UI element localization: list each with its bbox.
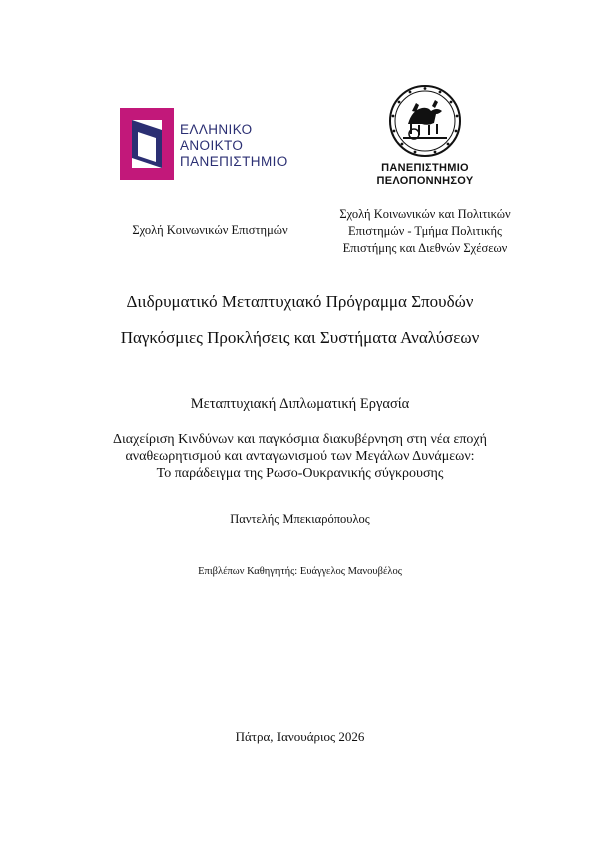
thesis-title [40,431,560,482]
left-school-name: Σχολή Κοινωνικών Επιστημών [132,223,288,237]
thesis-type: Μεταπτυχιακή Διπλωματική Εργασία [190,396,410,412]
eap-logo-line-1: ΕΛΛΗΝΙΚΟ [180,122,253,137]
uop-seal-icon [388,84,462,158]
right-school-line-2: Επιστημών - Τμήμα Πολιτικής [348,224,502,238]
place-date: Πάτρα, Ιανουάριος 2026 [235,729,365,744]
uop-logo-line-1: ΠΑΝΕΠΙΣΤΗΜΙΟ [381,162,469,174]
supervisor: Επιβλέπων Καθηγητής: Ευάγγελος Μανουβέλος [198,566,402,577]
eap-logo-mark-icon [120,108,174,180]
program-title: Διιδρυματικό Μεταπτυχιακό Πρόγραμμα Σπουδών [126,292,474,311]
author-name: Παντελής Μπεκιαρόπουλος [230,512,370,526]
right-school-line-1: Σχολή Κοινωνικών και Πολιτικών [339,207,511,221]
thesis-title-line-3: Το παράδειγμα της Ρωσο-Ουκρανικής σύγκρουσης [156,466,444,481]
eap-logo-line-2: ΑΝΟΙΚΤΟ [180,138,244,153]
thesis-title-line-2: αναθεωρητισμού και ανταγωνισμού των Μεγάλων Δυνάμεων: [125,449,475,464]
right-school-name [310,206,540,257]
right-school-line-3: Επιστήμης και Διεθνών Σχέσεων [342,241,508,255]
thesis-title-line-1: Διαχείριση Κινδύνων και παγκόσμια διακυβέρνηση στη νέα εποχή [113,432,487,447]
uop-logo-line-2: ΠΕΛΟΠΟΝΝΗΣΟΥ [376,175,474,187]
eap-logo [120,108,310,188]
program-subtitle: Παγκόσμιες Προκλήσεις και Συστήματα Αναλύσεων [120,328,480,347]
eap-logo-line-3: ΠΑΝΕΠΙΣΤΗΜΙΟ [180,154,288,169]
